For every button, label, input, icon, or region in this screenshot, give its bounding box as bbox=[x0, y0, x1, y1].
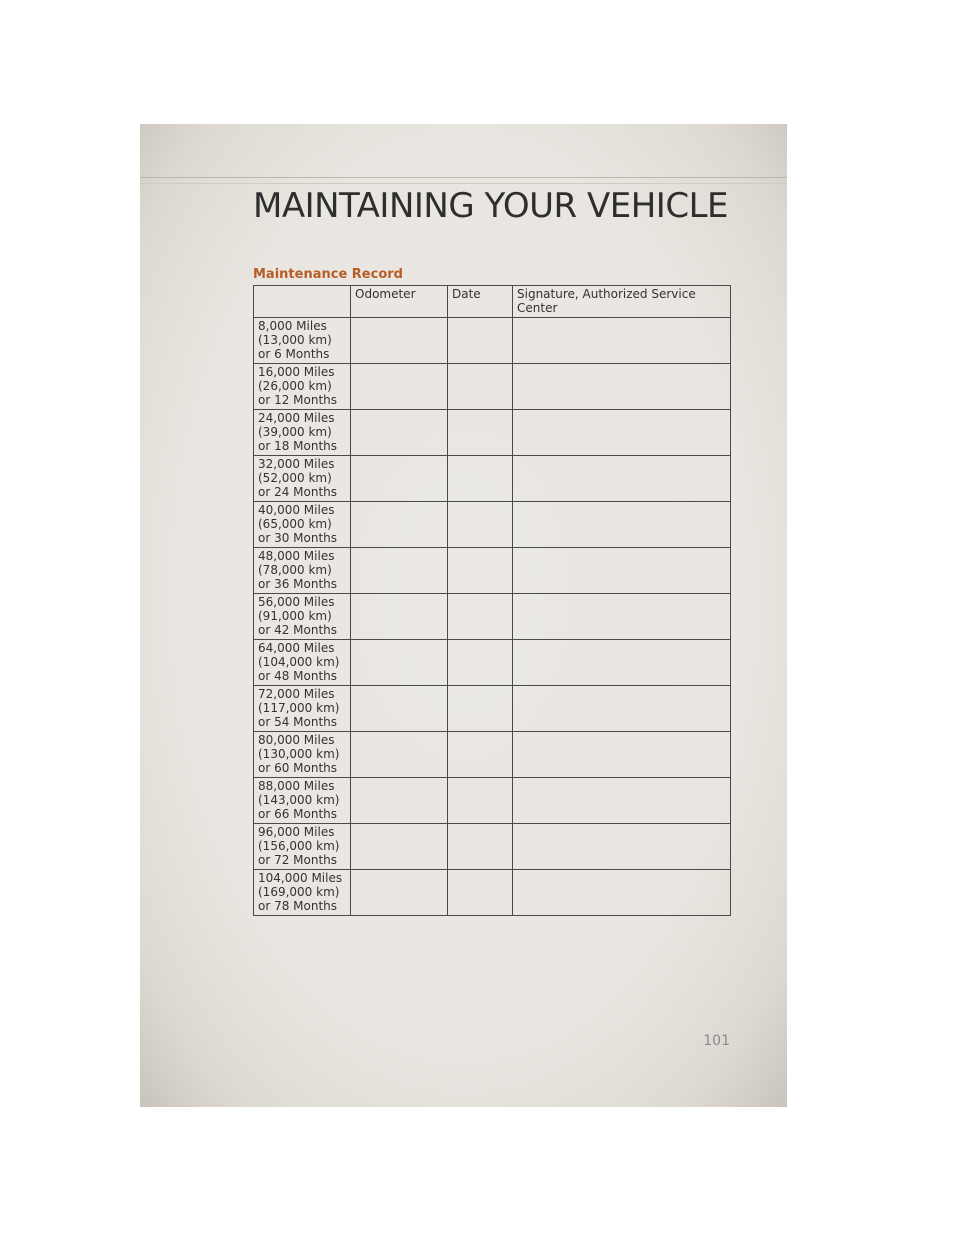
odometer-cell[interactable] bbox=[351, 502, 448, 548]
table-row bbox=[254, 318, 731, 364]
interval-cell bbox=[254, 364, 351, 410]
interval-line: 104,000 Miles bbox=[258, 871, 343, 885]
interval-line: 32,000 Miles bbox=[258, 457, 335, 471]
interval-line: or 30 Months bbox=[258, 531, 338, 545]
table-row bbox=[254, 364, 731, 410]
interval-line: (65,000 km) bbox=[258, 517, 332, 531]
signature-cell[interactable] bbox=[513, 778, 731, 824]
signature-cell[interactable] bbox=[513, 870, 731, 916]
signature-cell[interactable] bbox=[513, 502, 731, 548]
interval-cell bbox=[254, 640, 351, 686]
date-cell[interactable] bbox=[448, 778, 513, 824]
interval-cell bbox=[254, 870, 351, 916]
date-cell[interactable] bbox=[448, 686, 513, 732]
date-cell[interactable] bbox=[448, 594, 513, 640]
interval-line: or 6 Months bbox=[258, 347, 330, 361]
interval-line: 96,000 Miles bbox=[258, 825, 335, 839]
maintenance-record-table bbox=[253, 285, 731, 916]
column-header-date: Date bbox=[448, 286, 513, 318]
page-title: MAINTAINING YOUR VEHICLE bbox=[252, 186, 728, 226]
date-cell[interactable] bbox=[448, 456, 513, 502]
interval-cell bbox=[254, 594, 351, 640]
interval-line: 8,000 Miles bbox=[258, 319, 327, 333]
interval-line: 56,000 Miles bbox=[258, 595, 335, 609]
interval-line: or 24 Months bbox=[258, 485, 338, 499]
interval-line: (143,000 km) bbox=[258, 793, 340, 807]
date-cell[interactable] bbox=[448, 364, 513, 410]
interval-line: 48,000 Miles bbox=[258, 549, 335, 563]
interval-line: or 36 Months bbox=[258, 577, 338, 591]
interval-line: 24,000 Miles bbox=[258, 411, 335, 425]
interval-line: or 42 Months bbox=[258, 623, 338, 637]
date-cell[interactable] bbox=[448, 640, 513, 686]
interval-cell bbox=[254, 732, 351, 778]
interval-line: 80,000 Miles bbox=[258, 733, 335, 747]
interval-cell bbox=[254, 548, 351, 594]
odometer-cell[interactable] bbox=[351, 594, 448, 640]
odometer-cell[interactable] bbox=[351, 824, 448, 870]
interval-cell bbox=[254, 824, 351, 870]
odometer-cell[interactable] bbox=[351, 410, 448, 456]
page-panel bbox=[140, 124, 787, 1107]
interval-line: (26,000 km) bbox=[258, 379, 332, 393]
interval-cell bbox=[254, 778, 351, 824]
table-row bbox=[254, 778, 731, 824]
interval-line: (91,000 km) bbox=[258, 609, 332, 623]
header-rule-secondary bbox=[140, 183, 787, 184]
date-cell[interactable] bbox=[448, 502, 513, 548]
table-row bbox=[254, 870, 731, 916]
header-rule bbox=[140, 177, 787, 178]
signature-cell[interactable] bbox=[513, 686, 731, 732]
interval-line: (104,000 km) bbox=[258, 655, 340, 669]
table-row bbox=[254, 410, 731, 456]
interval-line: or 60 Months bbox=[258, 761, 338, 775]
table-row bbox=[254, 456, 731, 502]
signature-cell[interactable] bbox=[513, 640, 731, 686]
interval-line: (52,000 km) bbox=[258, 471, 332, 485]
odometer-cell[interactable] bbox=[351, 778, 448, 824]
interval-line: 72,000 Miles bbox=[258, 687, 335, 701]
odometer-cell[interactable] bbox=[351, 318, 448, 364]
signature-cell[interactable] bbox=[513, 456, 731, 502]
date-cell[interactable] bbox=[448, 870, 513, 916]
interval-line: or 78 Months bbox=[258, 899, 338, 913]
column-header-odometer: Odometer bbox=[351, 286, 448, 318]
table-row bbox=[254, 686, 731, 732]
interval-line: or 18 Months bbox=[258, 439, 338, 453]
table-header-row bbox=[254, 286, 731, 318]
signature-cell[interactable] bbox=[513, 410, 731, 456]
interval-line: (39,000 km) bbox=[258, 425, 332, 439]
odometer-cell[interactable] bbox=[351, 640, 448, 686]
interval-cell bbox=[254, 318, 351, 364]
interval-line: (130,000 km) bbox=[258, 747, 340, 761]
odometer-cell[interactable] bbox=[351, 870, 448, 916]
interval-line: or 54 Months bbox=[258, 715, 338, 729]
date-cell[interactable] bbox=[448, 318, 513, 364]
odometer-cell[interactable] bbox=[351, 548, 448, 594]
signature-cell[interactable] bbox=[513, 364, 731, 410]
table-body bbox=[254, 318, 731, 916]
interval-line: or 66 Months bbox=[258, 807, 338, 821]
signature-cell[interactable] bbox=[513, 594, 731, 640]
odometer-cell[interactable] bbox=[351, 456, 448, 502]
interval-line: 88,000 Miles bbox=[258, 779, 335, 793]
table-row bbox=[254, 640, 731, 686]
signature-cell[interactable] bbox=[513, 824, 731, 870]
table-row bbox=[254, 502, 731, 548]
interval-line: (156,000 km) bbox=[258, 839, 340, 853]
interval-line: or 48 Months bbox=[258, 669, 338, 683]
page-number: 101 bbox=[703, 1033, 730, 1049]
interval-line: 16,000 Miles bbox=[258, 365, 335, 379]
interval-line: or 72 Months bbox=[258, 853, 338, 867]
table-row bbox=[254, 594, 731, 640]
interval-line: (117,000 km) bbox=[258, 701, 340, 715]
interval-line: or 12 Months bbox=[258, 393, 338, 407]
interval-line: (169,000 km) bbox=[258, 885, 340, 899]
signature-cell[interactable] bbox=[513, 548, 731, 594]
odometer-cell[interactable] bbox=[351, 732, 448, 778]
interval-cell bbox=[254, 456, 351, 502]
interval-cell bbox=[254, 410, 351, 456]
date-cell[interactable] bbox=[448, 824, 513, 870]
odometer-cell[interactable] bbox=[351, 364, 448, 410]
table-row bbox=[254, 824, 731, 870]
column-header-signature: Signature, Authorized Service Center bbox=[513, 286, 731, 318]
date-cell[interactable] bbox=[448, 732, 513, 778]
interval-cell bbox=[254, 686, 351, 732]
signature-cell[interactable] bbox=[513, 318, 731, 364]
interval-cell bbox=[254, 502, 351, 548]
column-header-interval bbox=[254, 286, 351, 318]
section-heading: Maintenance Record bbox=[253, 267, 403, 282]
date-cell[interactable] bbox=[448, 548, 513, 594]
interval-line: 64,000 Miles bbox=[258, 641, 335, 655]
signature-cell[interactable] bbox=[513, 732, 731, 778]
date-cell[interactable] bbox=[448, 410, 513, 456]
table-row bbox=[254, 732, 731, 778]
interval-line: (78,000 km) bbox=[258, 563, 332, 577]
interval-line: (13,000 km) bbox=[258, 333, 332, 347]
table-row bbox=[254, 548, 731, 594]
interval-line: 40,000 Miles bbox=[258, 503, 335, 517]
odometer-cell[interactable] bbox=[351, 686, 448, 732]
